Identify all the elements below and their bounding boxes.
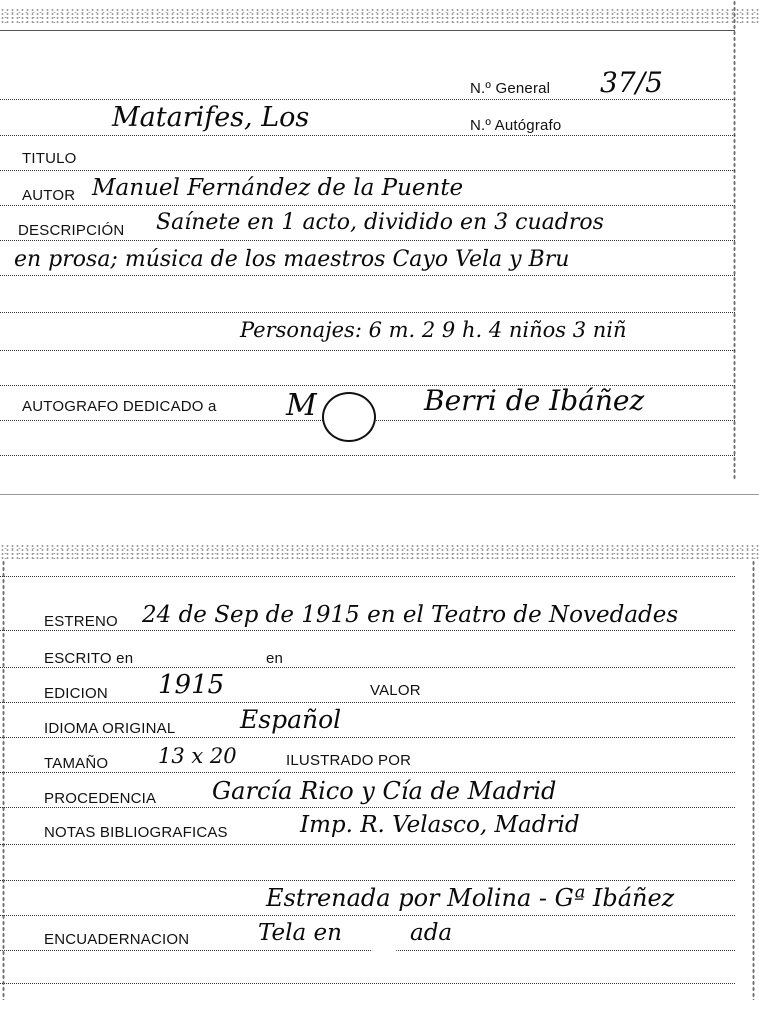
dedicado-value: Berri de Ibáñez — [424, 384, 645, 417]
personajes-line: Personajes: 6 m. 2 9 h. 4 niños 3 niñ — [240, 318, 627, 342]
ilustrado-label: ILUSTRADO POR — [286, 752, 412, 769]
autor-label: AUTOR — [22, 187, 76, 204]
ruled-line — [0, 576, 735, 577]
autografo-number-label: N.º Autógrafo — [470, 117, 562, 134]
dedicado-label: AUTOGRAFO DEDICADO a — [22, 398, 217, 415]
notas-value: Imp. R. Velasco, Madrid — [300, 812, 580, 838]
dedicado-value-prefix: M — [286, 388, 317, 423]
edicion-label: EDICION — [44, 685, 108, 702]
ink-blot — [362, 923, 406, 953]
ruled-line — [0, 350, 735, 351]
ruled-line — [0, 205, 735, 206]
notas-value-line-2: Estrenada por Molina - Gª Ibáñez — [266, 884, 675, 912]
autor-value: Manuel Fernández de la Puente — [92, 175, 464, 201]
card-left-edge — [2, 560, 5, 1000]
ruled-line — [0, 135, 735, 136]
escrito-label: ESCRITO en — [44, 650, 134, 667]
notas-label: NOTAS BIBLIOGRAFICAS — [44, 824, 228, 841]
ruled-line — [0, 702, 735, 703]
idioma-value: Español — [240, 705, 342, 734]
ruled-line — [0, 667, 735, 668]
card-right-edge — [752, 560, 755, 1000]
ruled-line — [0, 807, 735, 808]
tamano-value: 13 x 20 — [158, 744, 237, 768]
descripcion-line-1: Saínete en 1 acto, dividido en 3 cuadros — [156, 210, 604, 235]
ruled-line — [0, 275, 735, 276]
ruled-line — [0, 772, 735, 773]
ruled-line — [0, 915, 735, 916]
encuadernacion-value-tail: ada — [410, 920, 453, 946]
card-top-edge — [0, 8, 759, 24]
valor-label: VALOR — [370, 682, 421, 699]
encuadernacion-label: ENCUADERNACION — [44, 931, 190, 948]
encuadernacion-value: Tela en — [258, 920, 342, 946]
procedencia-value: García Rico y Cía de Madrid — [212, 777, 557, 805]
general-number-value: 37/5 — [600, 66, 663, 99]
ruled-line — [0, 240, 735, 241]
ruled-line — [0, 737, 735, 738]
card-separator — [0, 494, 759, 495]
catalog-card-front — [0, 0, 759, 495]
tamano-label: TAMAÑO — [44, 755, 109, 772]
procedencia-label: PROCEDENCIA — [44, 790, 157, 807]
descripcion-line-2: en prosa; música de los maestros Cayo Vela y Bru — [14, 247, 570, 272]
ruled-line — [0, 170, 735, 171]
titulo-label: TITULO — [22, 150, 77, 167]
ruled-line — [0, 630, 735, 631]
catalog-card-back — [0, 540, 759, 1020]
ruled-line — [0, 950, 735, 951]
ruled-line — [0, 844, 735, 845]
descripcion-label: DESCRIPCIÓN — [18, 222, 125, 239]
idioma-label: IDIOMA ORIGINAL — [44, 720, 176, 737]
estreno-value: 24 de Sep de 1915 en el Teatro de Novedades — [142, 602, 679, 628]
card-top-edge — [0, 544, 759, 560]
general-number-label: N.º General — [470, 80, 551, 97]
ruled-line — [0, 99, 735, 100]
edicion-value: 1915 — [158, 670, 225, 700]
blotted-circle-stamp — [322, 392, 376, 442]
escrito-en-label: en — [266, 650, 284, 667]
ruled-line — [0, 312, 735, 313]
title-value: Matarifes, Los — [112, 102, 310, 133]
ruled-line — [0, 880, 735, 881]
card-top-rule — [0, 30, 735, 31]
ruled-line — [0, 455, 735, 456]
ruled-line — [0, 983, 735, 984]
estreno-label: ESTRENO — [44, 613, 118, 630]
